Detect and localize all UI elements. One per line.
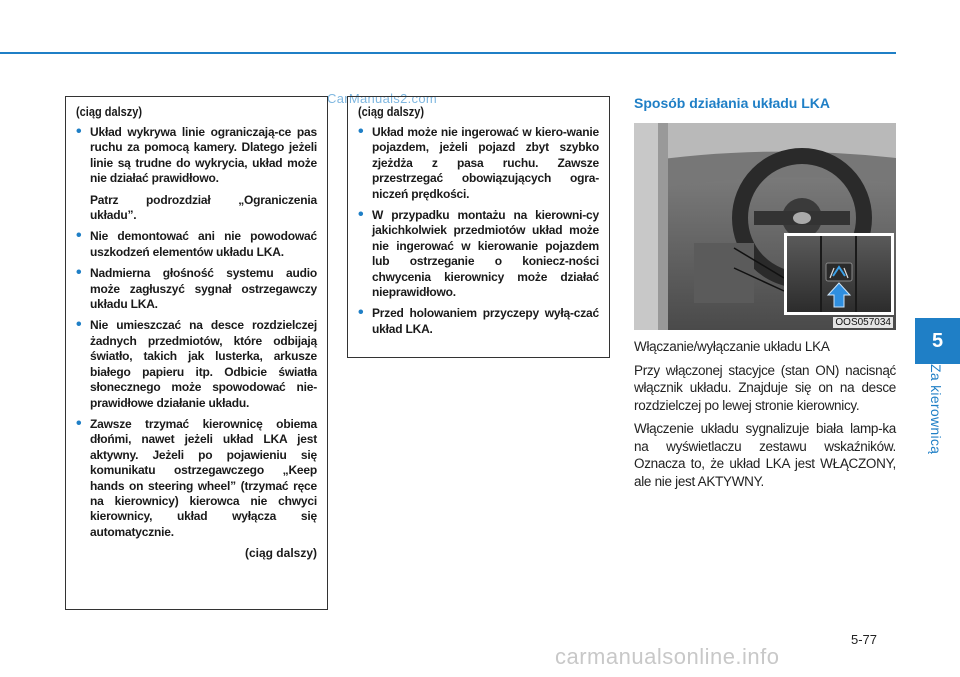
caution-box-left bbox=[65, 96, 328, 610]
list-item: • Nie umieszczać na desce rozdzielczej żadnych przedmiotów, które odbijają światło, takich jak lusterka, arkusze białego papieru itp. Odbicie światła słonecznego może spowodować nie-prawidłowe działanie układu. bbox=[76, 318, 317, 410]
section-title: Sposób działania układu LKA bbox=[634, 95, 831, 111]
list-item: • Nadmierna głośność systemu audio może zagłuszyć sygnał ostrzegawczy układu LKA. bbox=[76, 266, 317, 312]
list-item: • Przed holowaniem przyczepy wyłą-czać układ LKA. bbox=[358, 306, 599, 337]
dashboard-photo bbox=[634, 123, 896, 330]
header-rule bbox=[0, 52, 896, 54]
list-item-text: Układ wykrywa linie ograniczają-ce pas ruchu za pomocą kamery. Dlatego jeżeli linie są trudne do wykrycia, układ może nie działać prawidłowo. bbox=[90, 125, 317, 186]
bullet-list bbox=[358, 125, 599, 337]
dashboard-illustration bbox=[634, 123, 896, 330]
subheading: Włączanie/wyłączanie układu LKA bbox=[634, 339, 830, 354]
box-header: (ciąg dalszy) bbox=[358, 105, 425, 119]
list-item: • Zawsze trzymać kierownicę obiema dłońmi, nawet jeżeli układ LKA jest aktywny. Jeżeli po pojawieniu się komunikatu ostrzegawczego „Keep hands on steering wheel” (trzymać ręce na kierownicy) kierowca nie chwyci kierownicy, układ wyłącza się automatycznie. bbox=[76, 417, 317, 540]
bullet-list bbox=[76, 125, 317, 540]
page-number: 5-77 bbox=[851, 632, 878, 647]
continued-label: (ciąg dalszy) bbox=[244, 546, 317, 561]
box-header: (ciąg dalszy) bbox=[76, 105, 143, 119]
list-item bbox=[76, 125, 317, 223]
list-item: • W przypadku montażu na kierowni-cy jakichkolwiek przedmiotów układ może nie ingerować w kierowanie pojazdem lub ostrzeganie o koniecz-ności chwycenia kierownicy może działać nieprawidłowo. bbox=[358, 208, 599, 300]
chapter-title-text: Za kierownicą bbox=[928, 364, 944, 455]
list-item: • Nie demontować ani nie powodować uszkodzeń elementów układu LKA. bbox=[76, 229, 317, 260]
section-body bbox=[634, 338, 896, 496]
paragraph: Przy włączonej stacyjce (stan ON) nacisnąć włącznik układu. Znajduje się on na desce rozdzielczej po lewej stronie kierownicy. bbox=[634, 362, 896, 413]
paragraph: Włączenie układu sygnalizuje biała lamp-ka na wyświetlaczu zestawu wskaźników. Oznacza to, że układ LKA jest WŁĄCZONY, ale nie jest AKTYWNY. bbox=[634, 421, 896, 489]
caution-box-middle bbox=[347, 96, 610, 358]
watermark-bottom: carmanualsonline.info bbox=[555, 644, 780, 669]
chapter-number-tab: 5 bbox=[915, 318, 960, 364]
image-code: OOS057034 bbox=[835, 317, 891, 328]
list-item-note: Patrz podrozdział „Ograniczenia układu”. bbox=[90, 192, 317, 223]
watermark-top: CarManuals2.com bbox=[327, 91, 437, 106]
list-item: • Układ może nie ingerować w kiero-wanie pojazdem, jeżeli pojazd zbyt szybko zjeżdża z pasa ruchu. Zawsze przestrzegać obowiązujących ogra-niczeń prędkości. bbox=[358, 125, 599, 202]
